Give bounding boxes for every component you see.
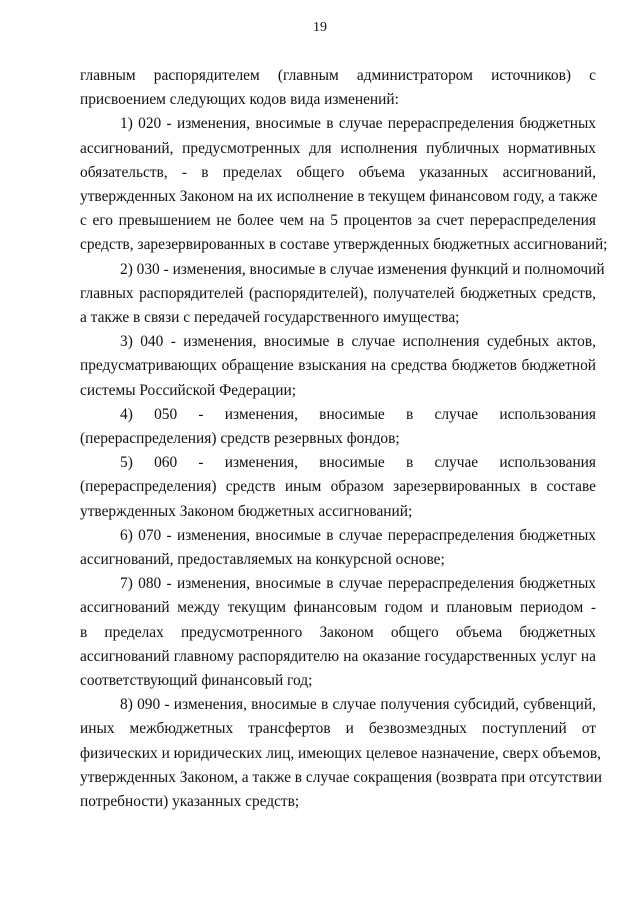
text-line: ассигнований, предоставляемых на конкурсной основе; [80,551,445,569]
text-line: 2) 030 - изменения, вносимые в случае изменения функций и полномочий [120,260,605,278]
paragraph [80,451,596,524]
text-line: главных распорядителей (распорядителей), получателей бюджетных средств, [80,284,596,302]
text-line: главным распорядителем (главным администратором источников) с [80,67,596,84]
text-line: с его превышением не более чем на 5 процентов за счет перераспределения [80,212,596,230]
text-line: утвержденных Законом, а также в случае сокращения (возврата при отсутствии [80,768,602,786]
text-line: физических и юридических лиц, имеющих целевое назначение, сверх объемов, [80,744,602,762]
text-line: 6) 070 - изменения, вносимые в случае перераспределения бюджетных [120,526,596,544]
paragraph [80,524,596,572]
text-line: (перераспределения) средств иным образом зарезервированных в составе [80,478,596,496]
text-line: 3) 040 - изменения, вносимые в случае исполнения судебных актов, [120,333,596,351]
text-line: средств, зарезервированных в составе утвержденных бюджетных ассигнований; [80,236,608,254]
paragraph [80,330,596,403]
page-number: 19 [313,20,327,35]
text-line: предусматривающих обращение взыскания на средства бюджетов бюджетной [80,357,596,375]
body-text [80,64,608,814]
text-line: 4) 050 - изменения, вносимые в случае использования [120,405,596,423]
paragraph [80,572,596,693]
text-line: ассигнований главному распорядителю на оказание государственных услуг на [80,647,596,665]
text-line: системы Российской Федерации; [80,381,297,399]
text-line: обязательств, - в пределах общего объема указанных ассигнований, [80,163,596,181]
text-line: утвержденных Законом на их исполнение в текущем финансовом году, а также [80,188,598,206]
text-line: 7) 080 - изменения, вносимые в случае перераспределения бюджетных [120,575,596,593]
paragraph [80,64,596,112]
text-line: потребности) указанных средств; [80,793,300,811]
text-line: в пределах предусмотренного Законом общего объема бюджетных [80,623,596,641]
text-line: присвоением следующих кодов вида изменений: [80,91,399,109]
text-line: соответствующий финансовый год; [80,672,313,690]
text-line: 8) 090 - изменения, вносимые в случае получения субсидий, субвенций, [120,696,596,714]
text-line: ассигнований, предусмотренных для исполнения публичных нормативных [80,139,596,157]
text-line: (перераспределения) средств резервных фондов; [80,430,400,448]
text-line: ассигнований между текущим финансовым годом и плановым периодом - [80,599,596,617]
text-line: 1) 020 - изменения, вносимые в случае перераспределения бюджетных [120,115,596,133]
paragraph [80,693,602,814]
text-line: 5) 060 - изменения, вносимые в случае использования [120,454,596,472]
paragraph [80,258,605,331]
paragraph [80,112,608,257]
text-line: утвержденных Законом бюджетных ассигнований; [80,502,413,520]
paragraph [80,403,596,451]
text-line: иных межбюджетных трансфертов и безвозмездных поступлений от [80,720,596,738]
text-line: а также в связи с передачей государственного имущества; [80,309,460,327]
